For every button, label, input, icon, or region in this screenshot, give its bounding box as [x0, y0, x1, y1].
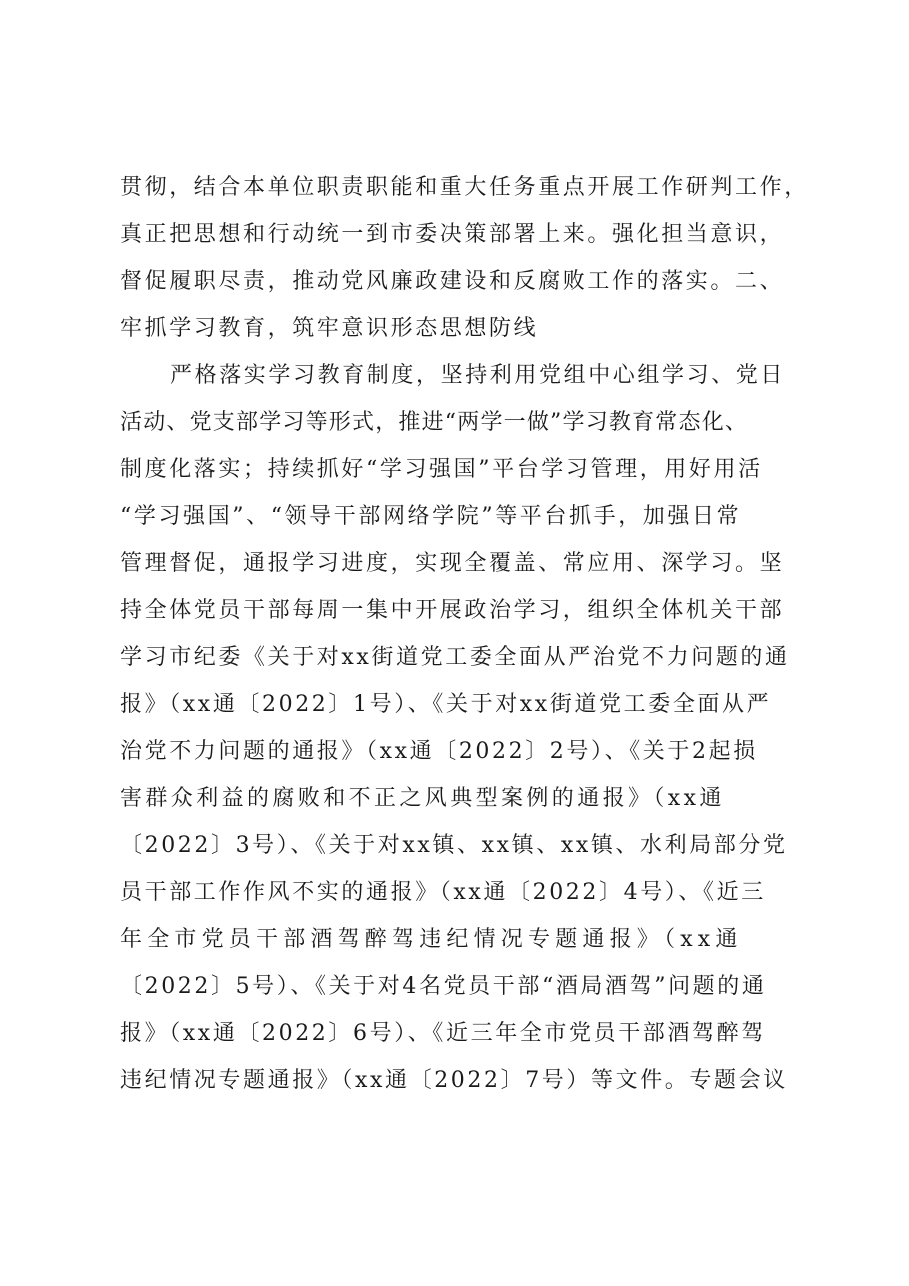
text-line: 制度化落实；持续抓好“学习强国”平台学习管理，用好用活 [120, 457, 763, 482]
paragraph-start-line: 严格落实学习教育制度，坚持利用党组中心组学习、党日 [170, 363, 786, 388]
text-line: 害群众利益的腐败和不正之风典型案例的通报》（xx通 [120, 786, 725, 811]
text-line: 违纪情况专题通报》（xx通〔2022〕7号）等文件。专题会议 [120, 1068, 788, 1093]
text-line: 报》（xx通〔2022〕1号）、《关于对xx街道党工委全面从严 [120, 692, 772, 717]
text-line: 〔2022〕5号）、《关于对4名党员干部“酒局酒驾”问题的通 [120, 974, 767, 999]
text-line: 管理督促，通报学习进度，实现全覆盖、常应用、深学习。坚 [120, 551, 785, 576]
text-line: 活动、党支部学习等形式，推进“两学一做”学习教育常态化、 [120, 410, 749, 435]
text-line: 真正把思想和行动统一到市委决策部署上来。强化担当意识， [120, 222, 785, 247]
text-line: 员干部工作作风不实的通报》（xx通〔2022〕4号）、《近三 [120, 880, 766, 905]
text-line: 报》（xx通〔2022〕6号）、《近三年全市党员干部酒驾醉驾 [120, 1021, 766, 1046]
text-line: 年全市党员干部酒驾醉驾违纪情况专题通报》（xx通 [120, 927, 743, 952]
text-line: 督促履职尽责，推动党风廉政建设和反腐败工作的落实。二、 [120, 269, 785, 294]
section-heading-line: 牢抓学习教育，筑牢意识形态思想防线 [120, 316, 539, 341]
text-line: “学习强国”、“领导干部网络学院”等平台抓手，加强日常 [120, 504, 742, 529]
text-line: 治党不力问题的通报》（xx通〔2022〕2号）、《关于2起损 [120, 739, 758, 764]
text-line: 持全体党员干部每周一集中开展政治学习，组织全体机关干部 [120, 598, 785, 623]
text-line: 贯彻，结合本单位职责职能和重大任务重点开展工作研判工作， [120, 175, 809, 200]
text-line: 学习市纪委《关于对xx街道党工委全面从严治党不力问题的通 [120, 645, 790, 670]
text-line: 〔2022〕3号）、《关于对xx镇、xx镇、xx镇、水利局部分党 [120, 833, 788, 858]
document-body [120, 164, 810, 1104]
